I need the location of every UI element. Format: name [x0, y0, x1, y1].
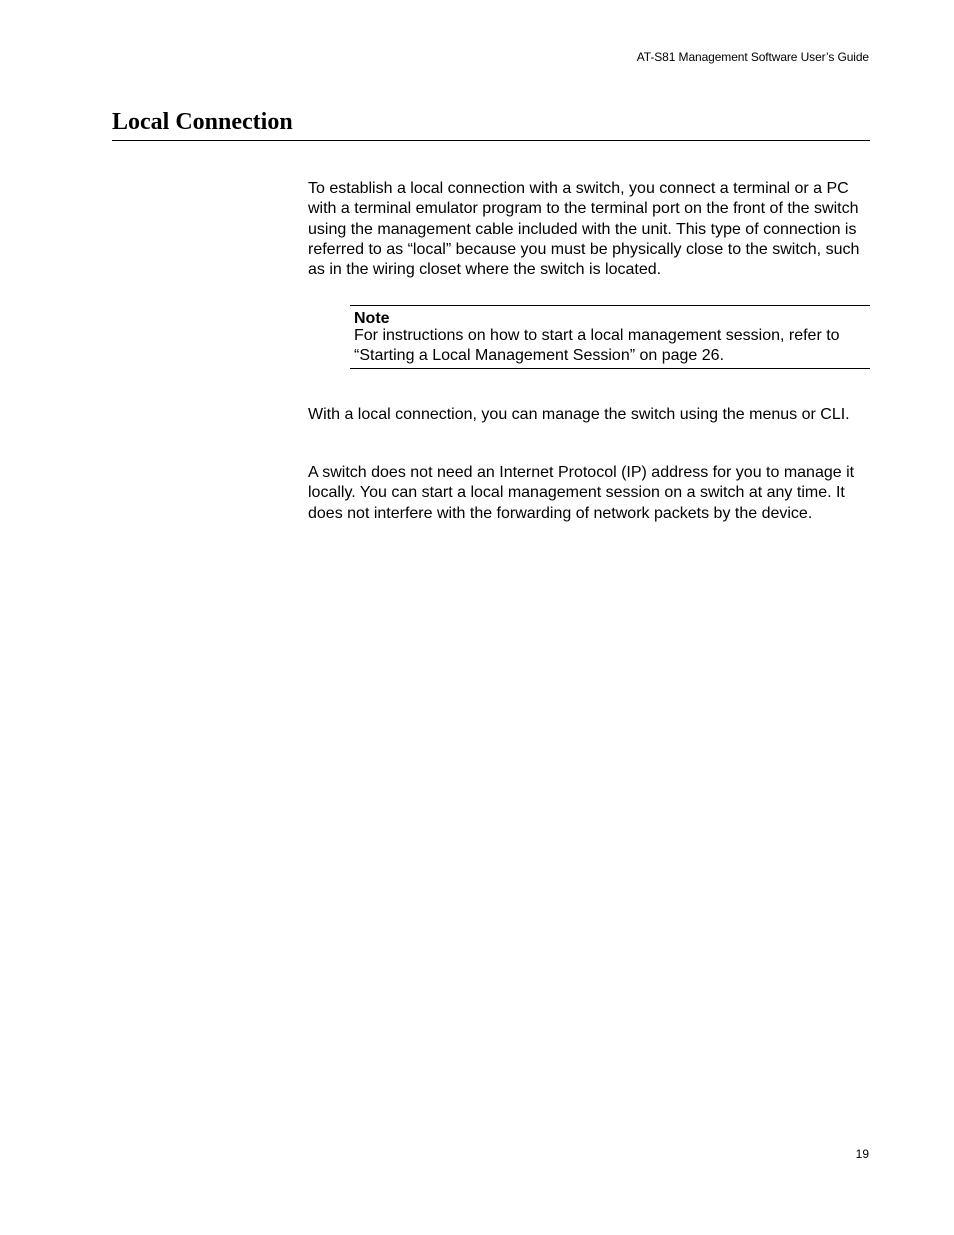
note-heading: Note: [354, 310, 390, 327]
note-box: [350, 305, 870, 369]
note-text: For instructions on how to start a local management session, refer to “Starting a Local Management Session” on page 26.: [354, 327, 840, 365]
title-rule: [112, 140, 870, 141]
page-number: 19: [855, 1147, 869, 1161]
local-connection-paragraph: With a local connection, you can manage the switch using the menus or CLI.: [308, 406, 850, 423]
intro-paragraph: To establish a local connection with a switch, you connect a terminal or a PC with a terminal emulator program to the terminal port on the front of the switch using the management cable included with the unit. This type of connection is referred to as “local” because you must be physically close to the switch, such as in the wiring closet where the switch is located.: [308, 180, 860, 279]
running-header: AT-S81 Management Software User’s Guide: [636, 50, 869, 64]
ip-address-paragraph: A switch does not need an Internet Protocol (IP) address for you to manage it locally. You can start a local management session on a switch at any time. It does not interfere with the forwarding of network packets by the device.: [308, 464, 855, 522]
section-title: Local Connection: [112, 109, 293, 135]
